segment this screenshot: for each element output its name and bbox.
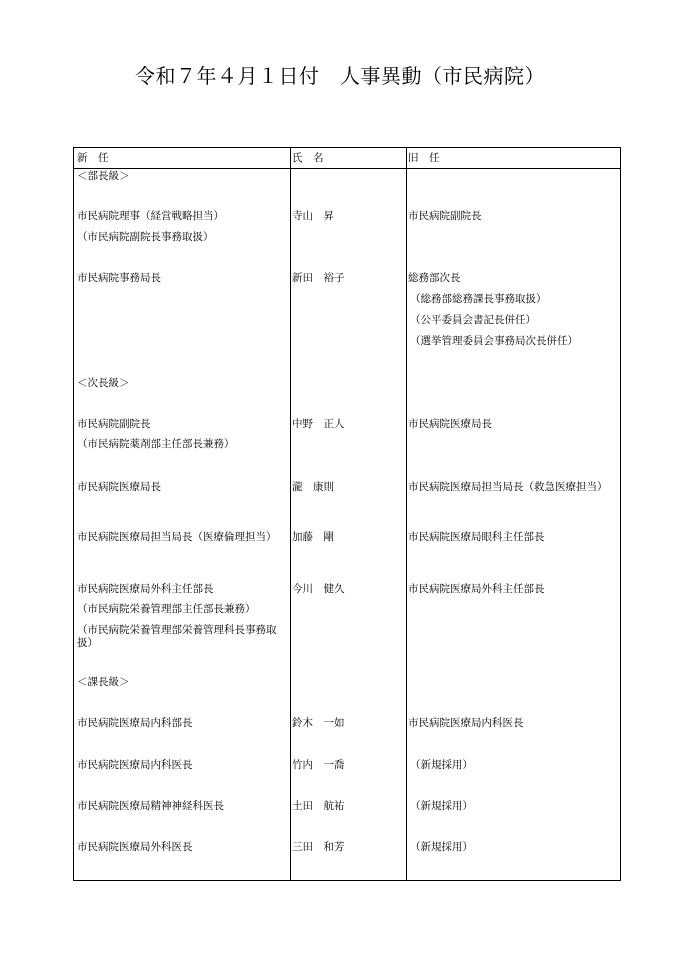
new-position: 市民病院副院長 <box>77 418 151 430</box>
person-name: 瀧 康則 <box>292 481 334 493</box>
person-name: 加藤 剛 <box>292 531 334 543</box>
new-position-note: （市民病院副院長事務取扱） <box>77 231 214 243</box>
new-position: 市民病院医療局内科医長 <box>77 759 193 771</box>
old-position: 市民病院医療局担当局長（救急医療担当） <box>408 481 608 493</box>
old-position: （新規採用） <box>410 800 473 812</box>
old-position-note: （公平委員会書記長併任） <box>410 314 536 326</box>
header-divider <box>74 168 620 169</box>
section-heading: ＜次長級＞ <box>77 377 130 389</box>
person-name: 寺山 昇 <box>292 210 334 222</box>
person-name: 竹内 一喬 <box>292 759 345 771</box>
new-position: 市民病院医療局外科医長 <box>77 841 193 853</box>
personnel-table <box>73 147 621 881</box>
old-position: 市民病院医療局外科主任部長 <box>408 583 545 595</box>
header-old: 旧 任 <box>408 152 440 164</box>
header-name: 氏 名 <box>292 152 324 164</box>
new-position: 市民病院医療局内科部長 <box>77 717 193 729</box>
new-position: 市民病院医療局担当局長（医療倫理担当） <box>77 531 277 543</box>
old-position: 市民病院副院長 <box>408 210 482 222</box>
column-divider <box>290 148 291 880</box>
new-position: 市民病院医療局精神神経科医長 <box>77 800 224 812</box>
new-position: 市民病院理事（経営戦略担当） <box>77 210 224 222</box>
old-position: （新規採用） <box>410 841 473 853</box>
new-position: 市民病院事務局長 <box>77 272 161 284</box>
old-position: （新規採用） <box>410 759 473 771</box>
person-name: 土田 航祐 <box>292 800 345 812</box>
header-new: 新 任 <box>77 152 109 164</box>
old-position-note: （選挙管理委員会事務局次長併任） <box>410 335 578 347</box>
new-position-note: （市民病院栄養管理部主任部長兼務） <box>77 603 256 615</box>
new-position: 市民病院医療局外科主任部長 <box>77 583 214 595</box>
person-name: 今川 健久 <box>292 583 345 595</box>
old-position-note: （総務部総務課長事務取扱） <box>410 293 547 305</box>
person-name: 新田 裕子 <box>292 272 345 284</box>
person-name: 中野 正人 <box>292 418 345 430</box>
old-position: 市民病院医療局内科医長 <box>408 717 524 729</box>
column-divider <box>406 148 407 880</box>
section-heading: ＜部長級＞ <box>77 170 130 182</box>
new-position: 市民病院医療局長 <box>77 481 161 493</box>
section-heading: ＜課長級＞ <box>77 676 130 688</box>
new-position-note: （市民病院栄養管理部栄養管理科長事務取扱） <box>77 624 277 649</box>
old-position: 市民病院医療局眼科主任部長 <box>408 531 545 543</box>
old-position: 市民病院医療局長 <box>408 418 492 430</box>
page-title: 令和７年４月１日付 人事異動（市民病院） <box>135 64 545 88</box>
new-position-note: （市民病院薬剤部主任部長兼務） <box>77 438 235 450</box>
person-name: 三田 和芳 <box>292 841 345 853</box>
person-name: 鈴木 一如 <box>292 717 345 729</box>
old-position: 総務部次長 <box>408 272 461 284</box>
